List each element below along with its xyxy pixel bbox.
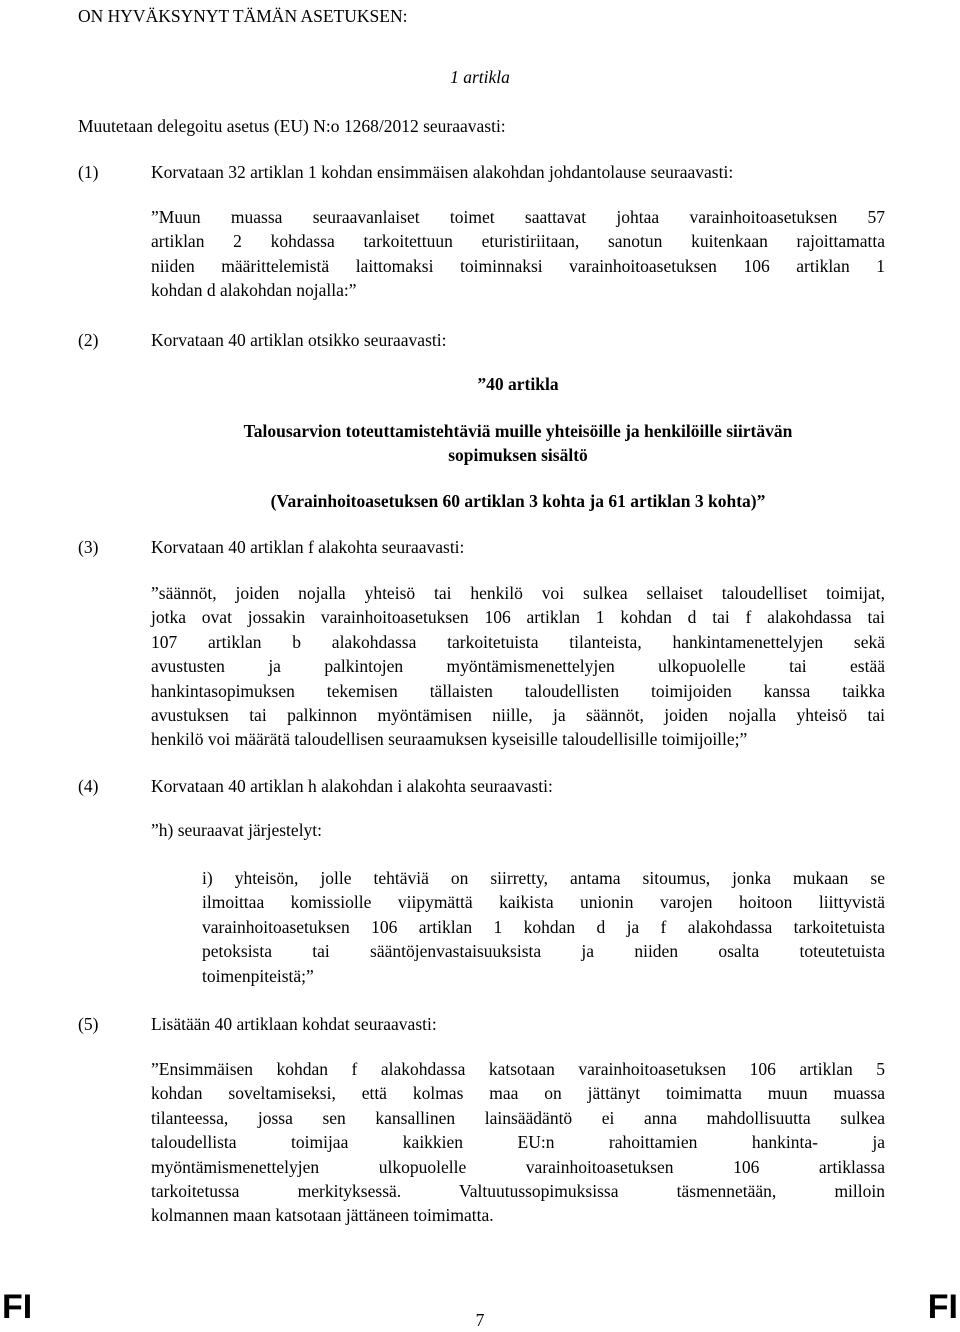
item-3-number: (3) <box>78 537 99 557</box>
quote-line: henkilö voi määrätä taloudellisen seuraamuksen kyseisille taloudellisille toimijoille;” <box>151 729 748 750</box>
item-5-text: Lisätään 40 artiklaan kohdat seuraavasti: <box>151 1014 437 1034</box>
quote-line: taloudellista toimijaa kaikkien EU:n rahoittamien hankinta- ja <box>151 1132 885 1153</box>
item-4-number: (4) <box>78 776 99 796</box>
article-title: 1 artikla <box>450 67 510 87</box>
quote-line: tarkoitetussa merkityksessä. Valtuutussopimuksissa täsmennetään, milloin <box>151 1181 885 1202</box>
item-1-quote <box>151 205 885 303</box>
subpoint-line: toimenpiteistä;” <box>202 965 314 986</box>
footer-language-left: FI <box>2 1288 33 1326</box>
quote-line: 107 artiklan b alakohdassa tarkoitetuista tilanteista, hankintamenettelyjen sekä <box>151 631 885 652</box>
item-1-number: (1) <box>78 162 99 182</box>
quote-line: artiklan 2 kohdassa tarkoitettuun eturistiriitaan, sanotun kuitenkaan rajoittamatta <box>151 231 885 252</box>
quote-line: jotka ovat jossakin varainhoitoasetuksen 106 artiklan 1 kohdan d tai f alakohdassa tai <box>151 607 885 628</box>
quote-line: myöntämismenettelyjen ulkopuolelle varainhoitoasetuksen 106 artiklassa <box>151 1156 885 1177</box>
intro-text: Muutetaan delegoitu asetus (EU) N:o 1268/2012 seuraavasti: <box>78 116 506 136</box>
item-5-number: (5) <box>78 1014 99 1034</box>
item-3-text: Korvataan 40 artiklan f alakohta seuraavasti: <box>151 537 465 557</box>
item-4-text: Korvataan 40 artiklan h alakohdan i alakohta seuraavasti: <box>151 776 553 796</box>
quoted-reference: (Varainhoitoasetuksen 60 artiklan 3 kohta ja 61 artiklan 3 kohta)” <box>270 491 766 511</box>
quote-line: kolmannen maan katsotaan jättäneen toimimatta. <box>151 1205 494 1226</box>
item-1-text: Korvataan 32 artiklan 1 kohdan ensimmäisen alakohdan johdantolause seuraavasti: <box>151 162 734 182</box>
subpoint-line: i) yhteisön, jolle tehtäviä on siirretty, antama sitoumus, jonka mukaan se <box>202 868 885 888</box>
quote-line: ”säännöt, joiden nojalla yhteisö tai henkilö voi sulkea sellaiset taloudelliset toimijat, <box>151 583 885 603</box>
subpoint-line: varainhoitoasetuksen 106 artiklan 1 kohdan d ja f alakohdassa tarkoitetuista <box>202 916 885 937</box>
quote-line: tilanteessa, jossa sen kansallinen lainsäädäntö ei anna mahdollisuutta sulkea <box>151 1107 885 1128</box>
quote-line: ”Muun muassa seuraavanlaiset toimet saattavat johtaa varainhoitoasetuksen 57 <box>151 207 885 227</box>
quote-line: avustuksen tai palkinnon myöntämisen niille, ja säännöt, joiden nojalla yhteisö tai <box>151 705 885 726</box>
item-2-text: Korvataan 40 artiklan otsikko seuraavasti: <box>151 330 447 350</box>
item-4-subpoint <box>202 866 885 988</box>
item-2-number: (2) <box>78 330 99 350</box>
page-number: 7 <box>475 1310 485 1330</box>
quote-line: kohdan soveltamiseksi, että kolmas maa on jättänyt toimimatta muun muassa <box>151 1083 885 1104</box>
quote-line: avustusten ja palkintojen myöntämismenettelyjen ulkopuolelle tai estää <box>151 656 885 677</box>
quoted-subheading-line-2: sopimuksen sisältö <box>448 445 588 465</box>
quote-line: kohdan d alakohdan nojalla:” <box>151 280 357 301</box>
quote-line: hankintasopimuksen tekemisen tällaisten taloudellisten toimijoiden kanssa taikka <box>151 680 885 701</box>
quote-line: niiden määrittelemistä laittomaksi toiminnaksi varainhoitoasetuksen 106 artiklan 1 <box>151 255 885 276</box>
header-text: ON HYVÄKSYNYT TÄMÄN ASETUKSEN: <box>78 6 408 26</box>
item-5-quote <box>151 1057 885 1228</box>
item-4-sub-intro: ”h) seuraavat järjestelyt: <box>151 820 323 840</box>
footer-language-right: FI <box>927 1288 958 1326</box>
item-3-quote <box>151 581 885 752</box>
quoted-subheading-line-1: Talousarvion toteuttamistehtäviä muille yhteisöille ja henkilöille siirtävän <box>243 421 793 441</box>
quote-line: ”Ensimmäisen kohdan f alakohdassa katsotaan varainhoitoasetuksen 106 artiklan 5 <box>151 1059 885 1079</box>
quoted-article-heading: ”40 artikla <box>477 374 559 394</box>
subpoint-line: ilmoittaa komissiolle viipymättä kaikista unionin varojen hoitoon liittyvistä <box>202 892 885 913</box>
subpoint-line: petoksista tai sääntöjenvastaisuuksista ja niiden osalta toteutetuista <box>202 941 885 962</box>
